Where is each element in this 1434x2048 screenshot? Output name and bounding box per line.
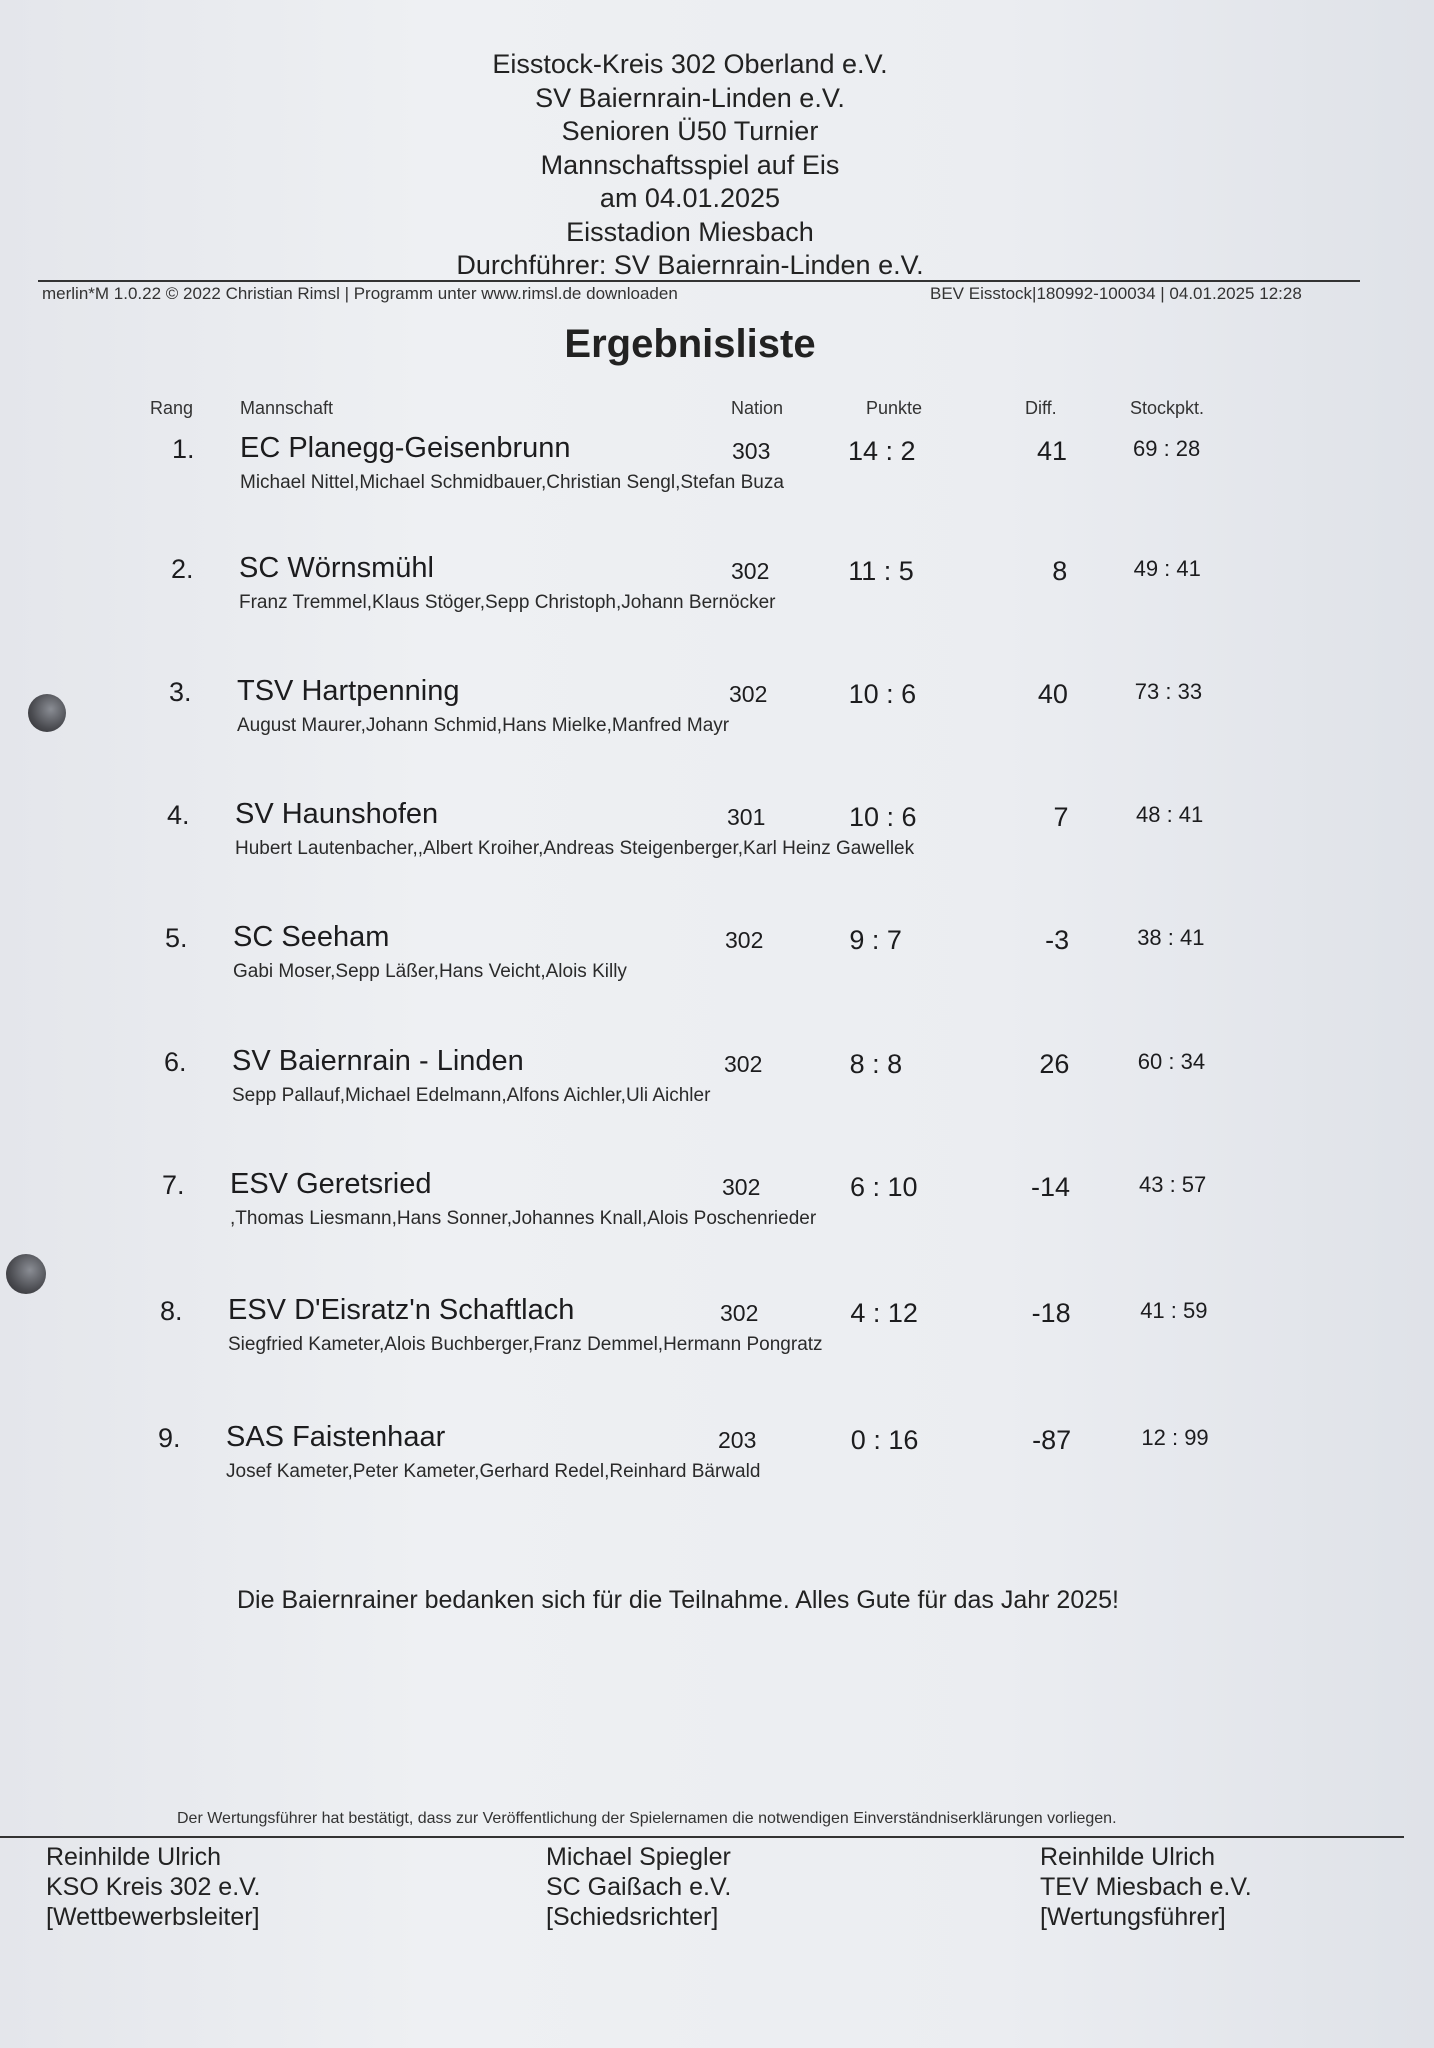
nation-code: 303 xyxy=(732,438,771,464)
points: 10 : 6 xyxy=(849,802,917,832)
rank-number: 8. xyxy=(160,1296,183,1326)
points: 9 : 7 xyxy=(849,925,902,955)
signature-referee xyxy=(546,1842,731,1932)
team-name: SC Seeham xyxy=(233,921,390,953)
header-line: Mannschaftsspiel auf Eis xyxy=(540,149,840,180)
header-line: Eisstadion Miesbach xyxy=(566,216,814,247)
column-header-diff: Diff. xyxy=(1025,398,1057,418)
team-name: SC Wörnsmühl xyxy=(239,552,434,584)
result-row xyxy=(0,1294,1380,1374)
signature-role: [Schiedsrichter] xyxy=(546,1903,719,1931)
result-row xyxy=(0,552,1380,632)
team-name: ESV Geretsried xyxy=(230,1168,432,1200)
result-row xyxy=(0,1045,1380,1125)
goal-difference: -18 xyxy=(1031,1298,1071,1328)
nation-code: 302 xyxy=(722,1174,761,1200)
team-name: EC Planegg-Geisenbrunn xyxy=(240,432,571,464)
header-line: SV Baiernrain-Linden e.V. xyxy=(535,82,845,113)
points: 11 : 5 xyxy=(848,556,914,586)
team-name: TSV Hartpenning xyxy=(237,675,460,707)
signature-role: [Wertungsführer] xyxy=(1040,1903,1226,1931)
team-name: SAS Faistenhaar xyxy=(226,1421,446,1453)
stock-points: 38 : 41 xyxy=(1137,925,1205,950)
header-line: Eisstock-Kreis 302 Oberland e.V. xyxy=(492,49,888,79)
header-divider xyxy=(38,280,1360,282)
document-header xyxy=(0,48,1380,283)
rank-number: 9. xyxy=(158,1423,181,1453)
points: 4 : 12 xyxy=(850,1298,918,1328)
points: 6 : 10 xyxy=(850,1172,918,1202)
signature-role: [Wettbewerbsleiter] xyxy=(46,1903,260,1931)
rank-number: 4. xyxy=(167,800,190,830)
goal-difference: 8 xyxy=(1052,556,1068,586)
team-name: ESV D'Eisratz'n Schaftlach xyxy=(228,1294,575,1326)
rank-number: 7. xyxy=(162,1170,185,1200)
stock-points: 60 : 34 xyxy=(1137,1049,1206,1074)
player-names: Hubert Lautenbacher,,Albert Kroiher,Andreas Steigenberger,Karl Heinz Gawellek xyxy=(235,838,915,859)
nation-code: 302 xyxy=(720,1300,759,1326)
nation-code: 302 xyxy=(731,558,770,584)
page-title: Ergebnisliste xyxy=(564,322,816,366)
points: 10 : 6 xyxy=(848,679,917,709)
column-header-rang: Rang xyxy=(150,398,194,418)
column-header-stockpkt: Stockpkt. xyxy=(1130,398,1205,418)
event-id-timestamp: BEV Eisstock|180992-100034 | 04.01.2025 12:28 xyxy=(930,284,1302,303)
signature-name: Reinhilde Ulrich xyxy=(46,1843,222,1871)
goal-difference: 41 xyxy=(1036,436,1067,466)
player-names: Siegfried Kameter,Alois Buchberger,Franz Demmel,Hermann Pongratz xyxy=(228,1334,823,1355)
stock-points: 43 : 57 xyxy=(1139,1172,1207,1197)
stock-points: 73 : 33 xyxy=(1134,679,1203,704)
nation-code: 302 xyxy=(724,1051,763,1077)
consent-note: Der Wertungsführer hat bestätigt, dass zur Veröffentlichung der Spielernamen die notwendigen Einverständniserklärungen vorliegen. xyxy=(177,1810,1117,1827)
player-names: Franz Tremmel,Klaus Stöger,Sepp Christoph,Johann Bernöcker xyxy=(239,592,776,613)
player-names: Sepp Pallauf,Michael Edelmann,Alfons Aichler,Uli Aichler xyxy=(232,1085,711,1106)
signature-divider xyxy=(0,1836,1404,1838)
thank-you-message: Die Baiernrainer bedanken sich für die Teilnahme. Alles Gute für das Jahr 2025! xyxy=(237,1586,1119,1614)
punch-hole-bottom xyxy=(6,1254,46,1294)
result-row xyxy=(0,921,1380,1001)
signature-name: Reinhilde Ulrich xyxy=(1040,1843,1216,1871)
header-line: Senioren Ü50 Turnier xyxy=(561,116,819,146)
goal-difference: -87 xyxy=(1032,1425,1072,1455)
points: 14 : 2 xyxy=(848,436,916,466)
player-names: Michael Nittel,Michael Schmidbauer,Christian Sengl,Stefan Buza xyxy=(240,472,784,493)
signature-name: Michael Spiegler xyxy=(546,1843,731,1871)
goal-difference: 26 xyxy=(1039,1049,1070,1079)
points: 0 : 16 xyxy=(850,1425,919,1455)
player-names: Gabi Moser,Sepp Läßer,Hans Veicht,Alois Killy xyxy=(233,961,627,982)
player-names: Josef Kameter,Peter Kameter,Gerhard Redel,Reinhard Bärwald xyxy=(226,1461,761,1482)
goal-difference: 7 xyxy=(1053,802,1069,832)
stock-points: 41 : 59 xyxy=(1140,1298,1208,1323)
rank-number: 6. xyxy=(164,1047,187,1077)
rank-number: 2. xyxy=(171,554,194,584)
rank-number: 3. xyxy=(169,677,192,707)
stock-points: 49 : 41 xyxy=(1133,556,1201,581)
signature-scorekeeper xyxy=(1040,1842,1252,1932)
header-line: am 04.01.2025 xyxy=(599,183,781,213)
stock-points: 12 : 99 xyxy=(1141,1425,1209,1450)
nation-code: 302 xyxy=(729,681,768,707)
team-name: SV Baiernrain - Linden xyxy=(232,1045,524,1077)
column-header-nation: Nation xyxy=(731,398,784,418)
rank-number: 1. xyxy=(172,434,195,464)
player-names: August Maurer,Johann Schmid,Hans Mielke,Manfred Mayr xyxy=(237,715,730,736)
nation-code: 203 xyxy=(718,1427,757,1453)
result-row xyxy=(0,432,1380,512)
signature-club: TEV Miesbach e.V. xyxy=(1040,1873,1252,1901)
goal-difference: -3 xyxy=(1045,925,1070,955)
column-header-mannschaft: Mannschaft xyxy=(240,398,334,418)
rank-number: 5. xyxy=(165,923,188,953)
nation-code: 301 xyxy=(727,804,766,830)
software-credit: merlin*M 1.0.22 © 2022 Christian Rimsl | Programm unter www.rimsl.de downloaden xyxy=(42,284,678,303)
points: 8 : 8 xyxy=(849,1049,903,1079)
signature-competition-leader xyxy=(46,1842,260,1932)
result-row xyxy=(0,1421,1380,1501)
goal-difference: -14 xyxy=(1030,1172,1070,1202)
team-name: SV Haunshofen xyxy=(235,798,439,830)
player-names: ,Thomas Liesmann,Hans Sonner,Johannes Knall,Alois Poschenrieder xyxy=(230,1208,817,1229)
result-row xyxy=(0,675,1380,755)
signature-club: KSO Kreis 302 e.V. xyxy=(46,1873,261,1901)
stock-points: 48 : 41 xyxy=(1136,802,1204,827)
goal-difference: 40 xyxy=(1037,679,1068,709)
result-row xyxy=(0,798,1380,878)
nation-code: 302 xyxy=(725,927,764,953)
stock-points: 69 : 28 xyxy=(1133,436,1201,461)
result-row xyxy=(0,1168,1380,1248)
signature-club: SC Gaißach e.V. xyxy=(546,1873,732,1901)
header-line: Durchführer: SV Baiernrain-Linden e.V. xyxy=(456,250,924,280)
column-header-punkte: Punkte xyxy=(866,398,923,418)
